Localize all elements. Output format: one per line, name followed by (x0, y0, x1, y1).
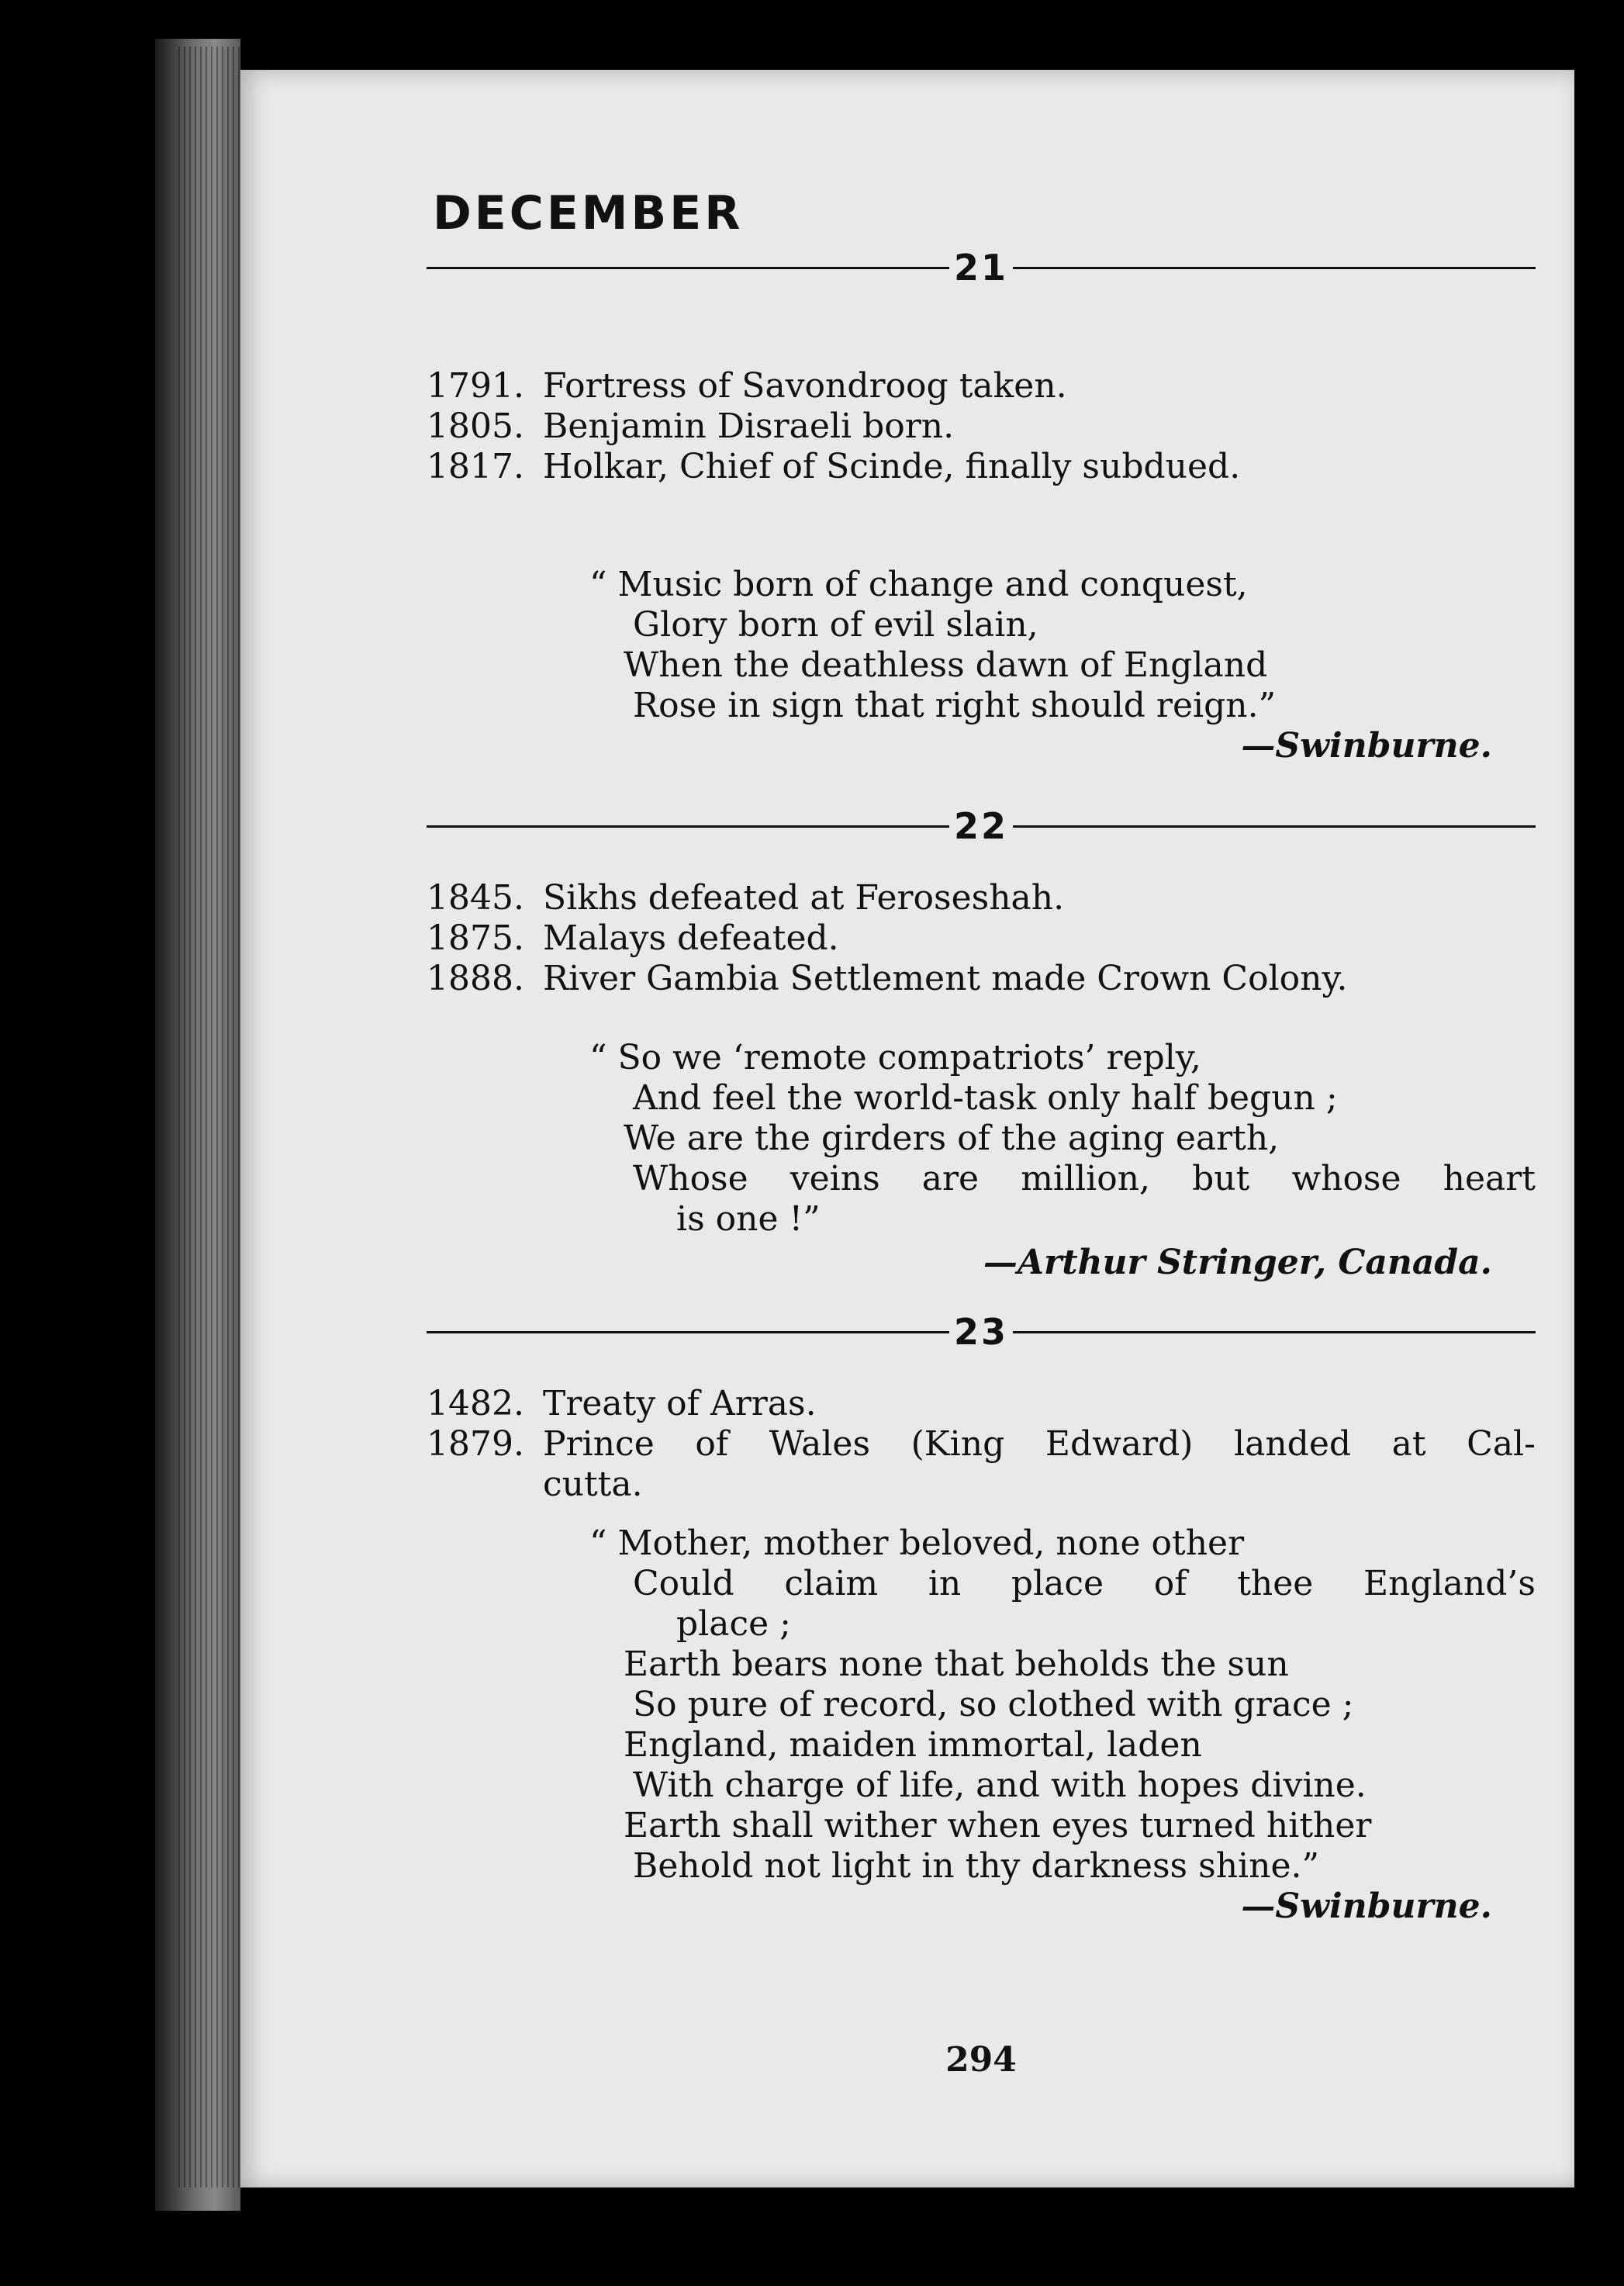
event-year: 1817. (427, 447, 524, 486)
month-heading: DECEMBER (433, 186, 744, 240)
event-year: 1879. (427, 1424, 524, 1464)
quote-line: Glory born of evil slain, (633, 605, 1038, 645)
event-item (427, 366, 1536, 406)
event-text: Prince of Wales (King Edward) landed at Cal- (543, 1424, 1536, 1464)
day-rule-21 (427, 247, 1536, 289)
quote-line: And feel the world-task only half begun ; (633, 1078, 1338, 1118)
rule-line (1013, 267, 1536, 269)
quote-line: Whose veins are million, but whose heart (633, 1159, 1536, 1198)
quote-line: is one !” (676, 1199, 821, 1239)
event-text: Malays defeated. (543, 918, 839, 958)
quote-23 (427, 1523, 1536, 1927)
quote-22 (427, 1038, 1536, 1283)
quote-line: “ Music born of change and conquest, (589, 565, 1248, 604)
quote-line: Earth bears none that beholds the sun (624, 1644, 1289, 1684)
page-number: 294 (945, 2040, 1017, 2080)
quote-21 (427, 565, 1536, 766)
quote-line: So pure of record, so clothed with grace ; (633, 1685, 1354, 1724)
event-list-21 (427, 366, 1536, 487)
event-text: River Gambia Settlement made Crown Colony. (543, 959, 1348, 998)
event-year: 1888. (427, 959, 524, 998)
page-content (427, 186, 1536, 2080)
quote-line: place ; (676, 1604, 791, 1644)
event-item (427, 447, 1536, 487)
event-item (427, 1465, 1536, 1505)
event-text: Sikhs defeated at Feroseshah. (543, 878, 1065, 918)
rule-line (1013, 825, 1536, 828)
rule-line (427, 1331, 949, 1333)
rule-line (427, 825, 949, 828)
quote-line: Rose in sign that right should reign.” (633, 686, 1277, 725)
event-text: Treaty of Arras. (543, 1384, 817, 1423)
quote-line: With charge of life, and with hopes divine. (633, 1766, 1367, 1805)
event-item (427, 1384, 1536, 1424)
quote-line: Earth shall wither when eyes turned hither (624, 1806, 1372, 1845)
quote-attribution: —Swinburne. (1241, 1887, 1492, 1926)
event-text: Holkar, Chief of Scinde, finally subdued. (543, 447, 1241, 486)
event-year (427, 1465, 543, 1505)
day-number: 22 (954, 805, 1009, 847)
quote-line: We are the girders of the aging earth, (624, 1119, 1280, 1158)
event-item (427, 959, 1536, 999)
quote-line: England, maiden immortal, laden (624, 1725, 1202, 1765)
quote-line: “ So we ‘remote compatriots’ reply, (589, 1038, 1201, 1077)
rule-line (1013, 1331, 1536, 1333)
event-item (427, 918, 1536, 959)
quote-line: When the deathless dawn of England (624, 645, 1268, 685)
book-page (240, 70, 1574, 2187)
event-year: 1482. (427, 1384, 524, 1423)
rule-line (427, 267, 949, 269)
event-list-22 (427, 878, 1536, 999)
quote-line: “ Mother, mother beloved, none other (589, 1523, 1245, 1563)
event-text: Fortress of Savondroog taken. (543, 366, 1067, 406)
event-text: Benjamin Disraeli born. (543, 406, 955, 446)
day-number: 21 (954, 247, 1009, 289)
event-item (427, 1424, 1536, 1465)
quote-line: Could claim in place of thee England’s (633, 1564, 1536, 1603)
quote-line: Behold not light in thy darkness shine.” (633, 1846, 1319, 1886)
event-item (427, 406, 1536, 447)
event-text: cutta. (543, 1465, 643, 1504)
event-year: 1805. (427, 406, 524, 446)
event-year: 1845. (427, 878, 524, 918)
event-year: 1791. (427, 366, 524, 406)
event-list-23 (427, 1384, 1536, 1505)
quote-attribution: —Swinburne. (1241, 726, 1492, 766)
day-number: 23 (954, 1311, 1009, 1353)
day-rule-22 (427, 805, 1536, 847)
event-year: 1875. (427, 918, 524, 958)
event-item (427, 878, 1536, 918)
page-edges (178, 47, 240, 2187)
day-rule-23 (427, 1311, 1536, 1353)
quote-attribution: —Arthur Stringer, Canada. (983, 1243, 1492, 1282)
